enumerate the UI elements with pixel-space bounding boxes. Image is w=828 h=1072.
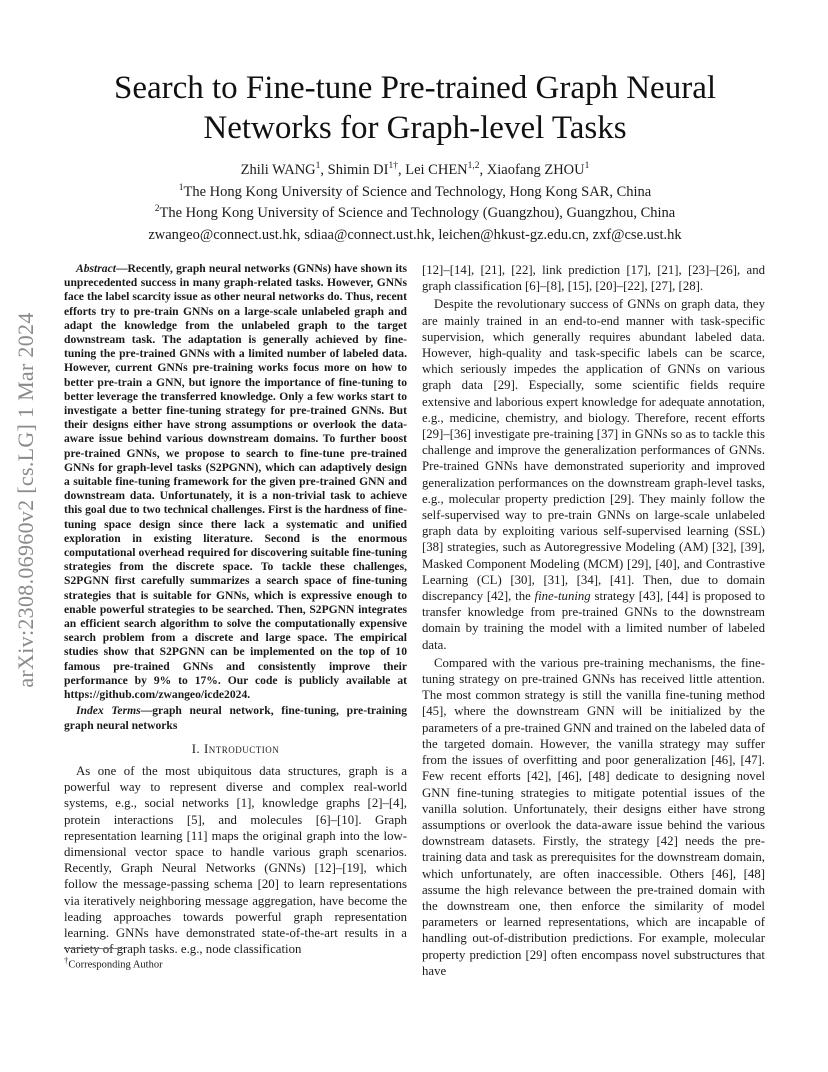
affiliation-2: $^2$The Hong Kong University of Science and Technology (Guangzhou), Guangzhou, China [154, 204, 676, 221]
intro-paragraph-1: As one of the most ubiquitous data structures, graph is a powerful way to represent diverse and complex real-world systems, e.g., social networks [1], knowledge graphs [2]–[4], protein interactions [5], and molecules [6]–[10]. Graph representation learning [11] maps the original graph into the low-dimensional vector space to handle various graph scenarios. Recently, Graph Neural Networks (GNNs) [12]–[19], which follow the message-passing schema [20] to learn representations via iteratively neighboring message aggregation, have become the leading approaches towards powerful graph representation learning. GNNs have demonstrated state-of-the-art results in a variety of graph tasks. e.g., node classification [64, 763, 407, 957]
index-terms-label: Index Terms [76, 704, 141, 718]
intro-paragraph-1-continued: [12]–[14], [21], [22], link prediction [17], [21], [23]–[26], and graph classification [6]–[8], [15], [20]–[22], [27], [28]. [422, 263, 765, 294]
author-affiliation-mark: 1 [315, 161, 321, 172]
author-names: Zhili WANG$^1$, Shimin $DI^{1\dagger}$, Lei CHEN$^{1,2}$, Xiaofang ZHOU$^1$ [240, 161, 590, 178]
abstract-label: Abstract [76, 262, 116, 275]
footnote-divider [64, 948, 124, 949]
fine-tuning-emphasis: fine-tuning [534, 589, 591, 604]
affiliation-1: $^1$The Hong Kong University of Science and Technology, Hong Kong SAR, China [178, 182, 652, 200]
left-column [64, 262, 407, 959]
abstract [64, 262, 407, 702]
intro-paragraph-2: Despite the revolutionary success of GNNs on graph data, they are mainly trained in an end-to-end manner with task-specific supervision, which generally requires abundant labeled data. However, high-quality and task-specific labels can be scarce, which seriously impedes the application of GNNs on various graph data [29]. Especially, some scientific fields require extensive and laborious expert knowledge for adequate annotation, e.g., medicine, chemistry, and biology. Therefore, recent efforts [29]–[36] investigate pre-training [37] in GNNs so as to tackle this challenge and improve the generalization performances of GNNs. Pre-trained GNNs have demonstrated superiority and improved generalization performances on the downstream graph-level tasks, e.g., molecular property prediction [29]. They mainly follow the self-supervised way to pre-train GNNs on large-scale unlabeled graph data by exploiting various self-supervised learning (SSL) [38] strategies, such as Autoregressive Modeling (AM) [32], [39], Masked Component Modeling (MCM) [29], [40], and Contrastive Learning (CL) [30], [31], [34], [41]. Then, due to domain discrepancy [42], the fine-tuning strategy [43], [44] is proposed to transfer knowledge from pre-trained GNNs to the downstream domain by training the model with a limited number of labeled data. [422, 297, 765, 652]
index-terms [64, 704, 407, 732]
intro-paragraph-3: Compared with the various pre-training mechanisms, the fine-tuning strategy on pre-trained GNNs has received little attention. The most common strategy is still the vanilla fine-tuning method [45], where the downstream GNN will be initialized by the parameters of a pre-trained GNN and trained on the labeled data of the targeted domain. However, the vanilla strategy may suffer from the issues of overfitting and poor generalization [46], [47]. Few recent efforts [42], [46], [48] dedicate to designing novel GNN fine-tuning strategies to mitigate potential issues of the vanilla solution. Unfortunately, their designs either have strong assumptions or overlook the data-aware issue behind the various downstream datasets. Firstly, the strategy [42] needs the pre-training data and task as prerequisites for the downstream domain, which unfortunately, are often inaccessible. Others [46], [48] assume the high relevance between the pre-trained domain with the downstream one, then enforce the similarity of model parameters or learned representations, which are incapable of handling out-of-distribution predictions. For example, molecular property prediction [29] often encompass novel substructures that have [422, 655, 765, 978]
right-column [422, 262, 765, 981]
author-affiliation-mark: 1 [584, 161, 590, 172]
author-name: Lei CHEN [405, 162, 468, 178]
section-heading-introduction: I. Introduction [191, 741, 280, 756]
title-line-1: Search to Fine-tune Pre-trained Graph Neural [113, 70, 717, 106]
author-name: Zhili WANG [240, 162, 316, 178]
title-line-2: Networks for Graph-level Tasks [203, 110, 627, 146]
author-affiliation-mark: 1,2 [467, 161, 480, 172]
paper-title [70, 68, 760, 148]
author-emails: zwangeo@connect.ust.hk, sdiaa@connect.ust.hk, leichen@hkust-gz.edu.cn, zxf@cse.ust.hk [148, 226, 682, 243]
author-name: Xiaofang ZHOU [486, 162, 585, 178]
author-affiliation-mark: 1† [388, 161, 398, 172]
arxiv-sidebar-stamp [6, 290, 46, 710]
author-block [70, 160, 760, 246]
index-terms-text: —graph neural network, fine-tuning, pre-training graph neural networks [64, 704, 407, 732]
author-name: Shimin DI [327, 162, 389, 178]
abstract-text: —Recently, graph neural networks (GNNs) have shown its unprecedented success in many graph-related tasks. However, GNNs face the label scarcity issue as other neural networks do. Thus, recent efforts try to pre-train GNNs on a large-scale unlabeled graph and adapt the knowledge from the unlabeled graph to the target downstream task. The adaptation is generally achieved by fine-tuning the pre-trained GNNs with a limited number of labeled data. However, current GNNs pre-training works focus more on how to better pre-train a GNN, but ignore the importance of fine-tuning to better leverage the transferred knowledge. Only a few works start to investigate a better fine-tuning strategy for pre-trained GNNs. But their designs either have strong assumptions or overlook the data-aware issue behind various downstream domains. To further boost pre-trained GNNs, we propose to search to fine-tune pre-trained GNNs for graph-level tasks (S2PGNN), which can adaptively design a suitable fine-tuning framework for the given pre-trained GNN and downstream data. Unfortunately, it is a non-trivial task to achieve this goal due to two technical challenges. First is the hardness of fine-tuning space design since there lack a systematic and unified exploration in existing literature. Second is the enormous computational overhead required for discovering suitable fine-tuning strategies from the discrete space. To tackle these challenges, S2PGNN first carefully summarizes a search space of fine-tuning strategies that is suitable for GNNs, which is expressive enough to enable powerful strategies to be searched. Then, S2PGNN integrates an efficient search algorithm to solve the computationally expensive search problem from a discrete and large space. The empirical studies show that S2PGNN can be implemented on the top of 10 famous pre-trained GNNs and consistently improve their performance by 9% to 17%. Our code is publicly available at https://github.com/zwangeo/icde2024. [64, 262, 407, 702]
arxiv-identifier: arXiv:2308.06960v2 [cs.LG] 1 Mar 2024 [13, 312, 38, 688]
footnote: †Corresponding Author [64, 955, 163, 971]
